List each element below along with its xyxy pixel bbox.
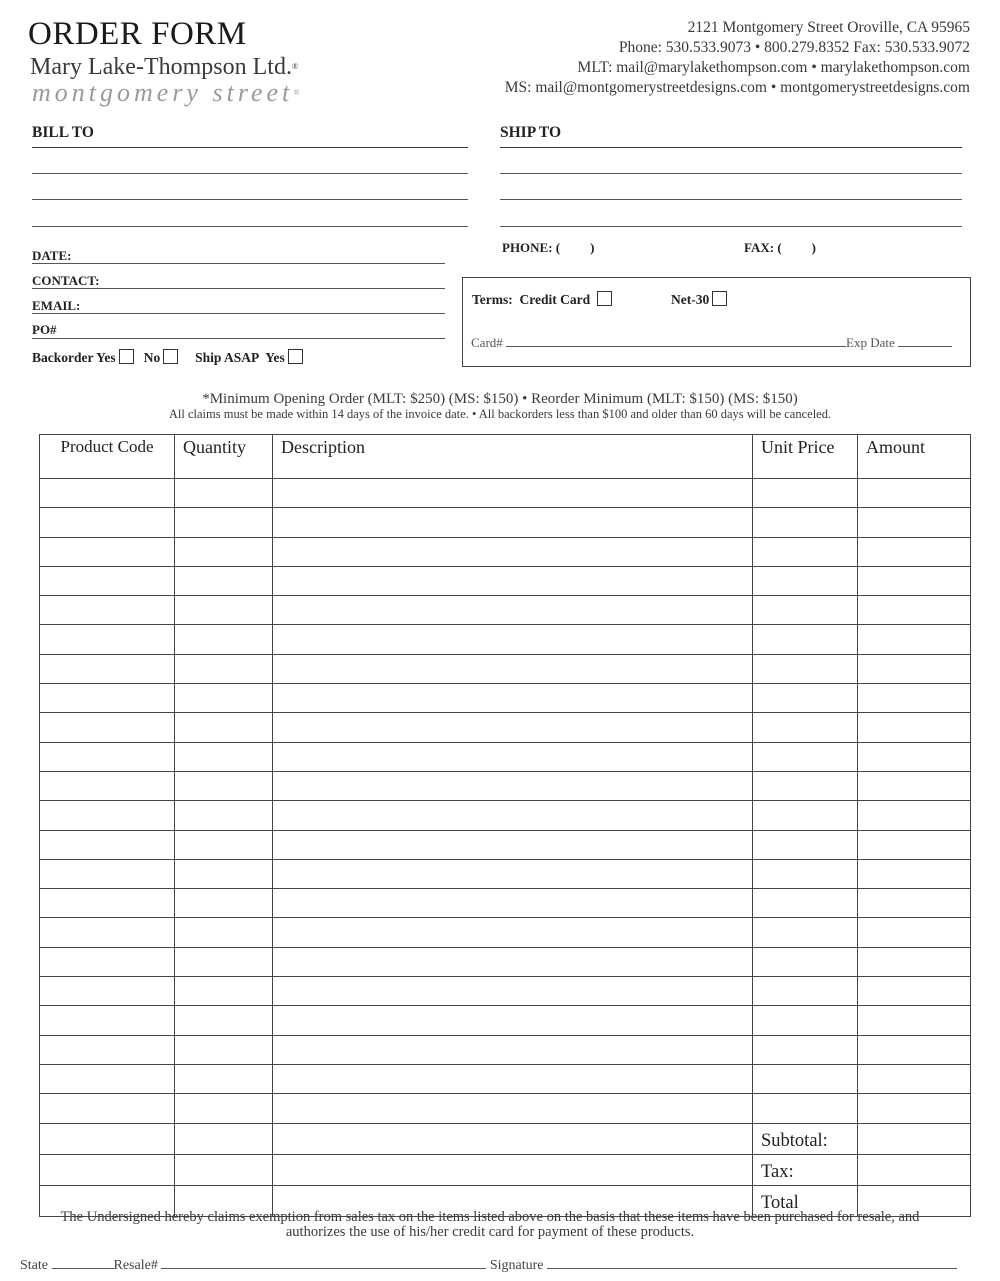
minimum-order-notice: *Minimum Opening Order (MLT: $250) (MS: $150) • Reorder Minimum (MLT: $150) (MS: $150) — [202, 391, 798, 407]
product-code-cell[interactable] — [40, 771, 175, 800]
unit-price-cell[interactable] — [753, 713, 858, 742]
terms-row — [472, 291, 612, 308]
quantity-cell[interactable] — [175, 889, 273, 918]
unit-price-cell[interactable] — [753, 771, 858, 800]
ship-asap-yes-checkbox[interactable] — [288, 349, 303, 364]
quantity-cell[interactable] — [175, 537, 273, 566]
amount-cell[interactable] — [858, 947, 971, 976]
amount-cell[interactable] — [858, 742, 971, 771]
quantity-cell[interactable] — [175, 801, 273, 830]
unit-price-cell[interactable] — [753, 947, 858, 976]
contact-field[interactable] — [32, 288, 445, 289]
exp-date-field[interactable] — [898, 334, 952, 347]
mlt-contact: MLT: mail@marylakethompson.com • marylakethompson.com — [577, 59, 970, 76]
tax-exemption-statement: The Undersigned hereby claims exemption from sales tax on the items listed above on the basis that these items have been purchased for resale, and authorizes the use of his/her credit card for payment of these products. — [60, 1209, 920, 1240]
table-row — [40, 977, 971, 1006]
description-cell[interactable] — [273, 1006, 753, 1035]
ship-to-line-4[interactable] — [500, 226, 962, 227]
bill-to-line-3[interactable] — [32, 199, 468, 200]
date-label: DATE: — [32, 248, 72, 263]
unit-price-cell[interactable] — [753, 566, 858, 595]
backorder-no-label: No — [143, 350, 161, 365]
table-row — [40, 625, 971, 654]
backorder-yes-checkbox[interactable] — [119, 349, 134, 364]
table-body — [40, 479, 971, 1217]
registered-mark: ® — [291, 62, 299, 71]
product-code-cell[interactable] — [40, 537, 175, 566]
product-code-cell[interactable] — [40, 1154, 175, 1185]
description-cell[interactable] — [273, 889, 753, 918]
unit-price-cell[interactable] — [753, 684, 858, 713]
ship-to-label: SHIP TO — [500, 124, 562, 141]
quantity-cell[interactable] — [175, 1123, 273, 1154]
table-row — [40, 1094, 971, 1123]
ship-asap-label: Ship ASAP — [195, 350, 259, 365]
description-cell[interactable] — [273, 713, 753, 742]
unit-price-cell[interactable] — [753, 625, 858, 654]
product-code-cell[interactable] — [40, 830, 175, 859]
product-code-cell[interactable] — [40, 918, 175, 947]
description-cell[interactable] — [273, 1094, 753, 1123]
quantity-cell[interactable] — [175, 684, 273, 713]
email-field[interactable] — [32, 313, 445, 314]
phone-close: ) — [590, 240, 595, 255]
product-code-cell[interactable] — [40, 1006, 175, 1035]
brand-name — [30, 53, 298, 81]
resale-label: Resale# — [113, 1258, 158, 1273]
company-phones: Phone: 530.533.9073 • 800.279.8352 Fax: 530.533.9072 — [618, 39, 970, 56]
amount-cell[interactable] — [858, 1035, 971, 1064]
amount-cell[interactable] — [858, 859, 971, 888]
total-label: Total — [753, 1186, 858, 1217]
table-row — [40, 918, 971, 947]
table-row — [40, 801, 971, 830]
state-field[interactable] — [52, 1256, 114, 1269]
ms-contact: MS: mail@montgomerystreetdesigns.com • montgomerystreetdesigns.com — [504, 79, 970, 96]
quantity-cell[interactable] — [175, 1064, 273, 1093]
unit-price-cell[interactable] — [753, 596, 858, 625]
claims-notice: All claims must be made within 14 days of the invoice date. • All backorders less than $100 and older than 60 days will be canceled. — [168, 407, 832, 421]
phone-field[interactable] — [502, 240, 594, 256]
quantity-cell[interactable] — [175, 596, 273, 625]
table-row — [40, 859, 971, 888]
table-header-row — [40, 435, 971, 479]
unit-price-cell[interactable] — [753, 1006, 858, 1035]
description-cell[interactable] — [273, 684, 753, 713]
table-row — [40, 596, 971, 625]
amount-cell[interactable] — [858, 1006, 971, 1035]
fax-close: ) — [811, 240, 817, 255]
description-cell[interactable] — [273, 654, 753, 683]
description-cell[interactable] — [273, 918, 753, 947]
po-field[interactable] — [32, 338, 445, 339]
ship-to-line-1[interactable] — [500, 147, 962, 148]
quantity-cell[interactable] — [175, 947, 273, 976]
quantity-cell[interactable] — [175, 1035, 273, 1064]
signature-row — [20, 1256, 957, 1274]
card-number-label: Card# — [471, 335, 503, 350]
ship-to-line-3[interactable] — [500, 199, 962, 200]
description-cell[interactable] — [273, 537, 753, 566]
unit-price-cell[interactable] — [753, 830, 858, 859]
quantity-cell[interactable] — [175, 508, 273, 537]
order-items-table — [39, 434, 971, 1217]
amount-cell[interactable] — [858, 918, 971, 947]
amount-cell[interactable] — [858, 537, 971, 566]
unit-price-cell[interactable] — [753, 859, 858, 888]
description-cell[interactable] — [273, 977, 753, 1006]
column-header-unit-price: Unit Price — [753, 435, 858, 479]
column-header-amount: Amount — [858, 435, 971, 479]
unit-price-cell[interactable] — [753, 801, 858, 830]
subtotal-label: Subtotal: — [753, 1123, 858, 1154]
tax-amount-cell[interactable] — [858, 1154, 971, 1185]
unit-price-cell[interactable] — [753, 1064, 858, 1093]
company-contact-block — [505, 18, 970, 98]
quantity-cell[interactable] — [175, 771, 273, 800]
quantity-cell[interactable] — [175, 713, 273, 742]
table-row — [40, 537, 971, 566]
contact-label: CONTACT: — [32, 273, 100, 288]
description-cell[interactable] — [273, 508, 753, 537]
table-row — [40, 1064, 971, 1093]
quantity-cell[interactable] — [175, 1154, 273, 1185]
amount-cell[interactable] — [858, 566, 971, 595]
unit-price-cell[interactable] — [753, 654, 858, 683]
product-code-cell[interactable] — [40, 1064, 175, 1093]
product-code-cell[interactable] — [40, 859, 175, 888]
product-code-cell[interactable] — [40, 1035, 175, 1064]
ship-asap-yes-label: Yes — [265, 350, 285, 365]
bill-to-label: BILL TO — [32, 124, 94, 141]
terms-label: Terms: — [472, 292, 513, 307]
backorder-yes-label: Yes — [96, 350, 116, 365]
fax-field[interactable] — [744, 240, 816, 256]
quantity-cell[interactable] — [175, 830, 273, 859]
unit-price-cell[interactable] — [753, 508, 858, 537]
bill-to-line-4[interactable] — [32, 226, 468, 227]
card-number-field[interactable] — [506, 334, 846, 347]
amount-cell[interactable] — [858, 625, 971, 654]
payment-terms-box — [462, 277, 971, 367]
amount-cell[interactable] — [858, 654, 971, 683]
table-row — [40, 654, 971, 683]
column-header-description: Description — [273, 435, 753, 479]
table-row — [40, 508, 971, 537]
product-code-cell[interactable] — [40, 713, 175, 742]
quantity-cell[interactable] — [175, 654, 273, 683]
state-label: State — [20, 1258, 48, 1273]
quantity-cell[interactable] — [175, 1094, 273, 1123]
product-code-cell[interactable] — [40, 625, 175, 654]
description-cell[interactable] — [273, 1035, 753, 1064]
product-code-cell[interactable] — [40, 1094, 175, 1123]
card-row — [471, 334, 952, 351]
table-row — [40, 713, 971, 742]
unit-price-cell[interactable] — [753, 977, 858, 1006]
amount-cell[interactable] — [858, 977, 971, 1006]
subtotal-row — [40, 1123, 971, 1154]
description-cell[interactable] — [273, 859, 753, 888]
unit-price-cell[interactable] — [753, 918, 858, 947]
product-code-cell[interactable] — [40, 508, 175, 537]
unit-price-cell[interactable] — [753, 479, 858, 508]
ship-to-line-2[interactable] — [500, 173, 962, 174]
script-brand-text: montgomery street — [32, 78, 294, 107]
product-code-cell[interactable] — [40, 684, 175, 713]
bill-to-line-1[interactable] — [32, 147, 468, 148]
description-cell[interactable] — [273, 801, 753, 830]
product-code-cell[interactable] — [40, 654, 175, 683]
backorder-row — [32, 349, 303, 366]
description-cell[interactable] — [273, 830, 753, 859]
amount-cell[interactable] — [858, 596, 971, 625]
column-header-quantity: Quantity — [175, 435, 273, 479]
column-header-product-code: Product Code — [40, 435, 175, 479]
net30-row — [671, 291, 727, 308]
amount-cell[interactable] — [858, 801, 971, 830]
description-cell[interactable] — [273, 1064, 753, 1093]
quantity-cell[interactable] — [175, 742, 273, 771]
amount-cell[interactable] — [858, 713, 971, 742]
company-address: 2121 Montgomery Street Oroville, CA 95965 — [687, 19, 970, 36]
po-label: PO# — [32, 322, 57, 337]
table-row — [40, 947, 971, 976]
product-code-cell[interactable] — [40, 566, 175, 595]
tax-row — [40, 1154, 971, 1185]
unit-price-cell[interactable] — [753, 742, 858, 771]
credit-card-checkbox[interactable] — [597, 291, 612, 306]
amount-cell[interactable] — [858, 1064, 971, 1093]
quantity-cell[interactable] — [175, 1006, 273, 1035]
description-cell[interactable] — [273, 771, 753, 800]
signature-label: Signature — [489, 1258, 544, 1273]
description-cell[interactable] — [273, 1123, 753, 1154]
table-row — [40, 771, 971, 800]
table-row — [40, 566, 971, 595]
product-code-cell[interactable] — [40, 742, 175, 771]
phone-label: PHONE: ( — [502, 240, 561, 255]
resale-field[interactable] — [161, 1256, 486, 1269]
product-code-cell[interactable] — [40, 801, 175, 830]
quantity-cell[interactable] — [175, 625, 273, 654]
backorder-no-checkbox[interactable] — [163, 349, 178, 364]
email-label: EMAIL: — [32, 298, 81, 313]
product-code-cell[interactable] — [40, 889, 175, 918]
amount-cell[interactable] — [858, 889, 971, 918]
product-code-cell[interactable] — [40, 1123, 175, 1154]
quantity-cell[interactable] — [175, 479, 273, 508]
product-code-cell[interactable] — [40, 977, 175, 1006]
amount-cell[interactable] — [858, 830, 971, 859]
tax-label: Tax: — [753, 1154, 858, 1185]
description-cell[interactable] — [273, 947, 753, 976]
table-row — [40, 479, 971, 508]
description-cell[interactable] — [273, 596, 753, 625]
unit-price-cell[interactable] — [753, 889, 858, 918]
description-cell[interactable] — [273, 479, 753, 508]
quantity-cell[interactable] — [175, 918, 273, 947]
amount-cell[interactable] — [858, 771, 971, 800]
table-row — [40, 830, 971, 859]
unit-price-cell[interactable] — [753, 537, 858, 566]
quantity-cell[interactable] — [175, 859, 273, 888]
quantity-cell[interactable] — [175, 566, 273, 595]
fax-label: FAX: ( — [744, 240, 782, 255]
description-cell[interactable] — [273, 742, 753, 771]
amount-cell[interactable] — [858, 684, 971, 713]
description-cell[interactable] — [273, 566, 753, 595]
unit-price-cell[interactable] — [753, 1035, 858, 1064]
script-brand — [32, 78, 303, 108]
table-row — [40, 1035, 971, 1064]
script-registered-mark: ® — [293, 88, 304, 97]
bill-to-line-2[interactable] — [32, 173, 468, 174]
signature-field[interactable] — [547, 1256, 957, 1269]
brand-text: Mary Lake-Thompson Ltd. — [30, 54, 292, 80]
date-field[interactable] — [32, 263, 445, 264]
backorder-label: Backorder — [32, 350, 94, 365]
description-cell[interactable] — [273, 1154, 753, 1185]
form-title: ORDER FORM — [28, 16, 247, 52]
unit-price-cell[interactable] — [753, 1094, 858, 1123]
product-code-cell[interactable] — [40, 947, 175, 976]
subtotal-amount-cell[interactable] — [858, 1123, 971, 1154]
exp-date-label: Exp Date — [846, 335, 895, 350]
quantity-cell[interactable] — [175, 977, 273, 1006]
credit-card-label: Credit Card — [519, 292, 591, 307]
table-row — [40, 1006, 971, 1035]
product-code-cell[interactable] — [40, 479, 175, 508]
amount-cell[interactable] — [858, 508, 971, 537]
amount-cell[interactable] — [858, 479, 971, 508]
product-code-cell[interactable] — [40, 596, 175, 625]
table-row — [40, 889, 971, 918]
table-row — [40, 742, 971, 771]
table-row — [40, 684, 971, 713]
net30-checkbox[interactable] — [712, 291, 727, 306]
amount-cell[interactable] — [858, 1094, 971, 1123]
net30-label: Net-30 — [671, 292, 710, 307]
description-cell[interactable] — [273, 625, 753, 654]
